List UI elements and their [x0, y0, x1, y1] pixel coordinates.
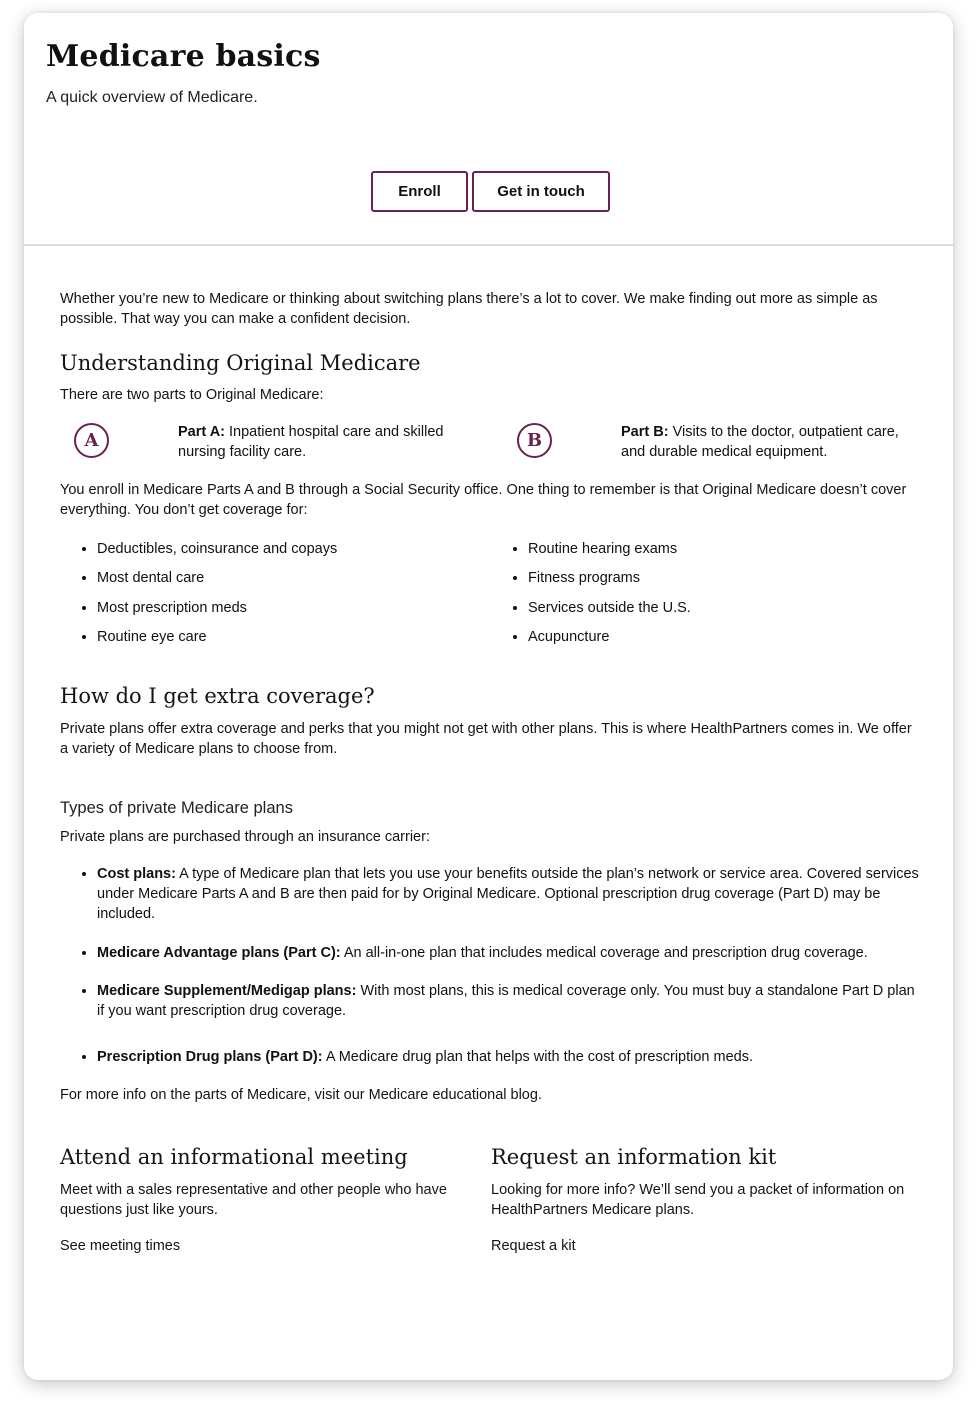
- plan-desc: A Medicare drug plan that helps with the cost of prescription meds.: [322, 1049, 753, 1066]
- page-card: [24, 13, 953, 1380]
- bottom-cards: [60, 1145, 922, 1255]
- private-plans-lead: Private plans are purchased through an insurance carrier:: [60, 829, 430, 846]
- main-content: [60, 289, 922, 1255]
- plan-desc: An all-in-one plan that includes medical coverage and prescription drug coverage.: [340, 945, 868, 962]
- header-actions: [371, 171, 610, 212]
- part-a: [60, 422, 480, 472]
- list-item: [97, 981, 922, 1021]
- part-a-text: [178, 422, 468, 462]
- part-a-name: Part A:: [178, 424, 225, 440]
- meeting-heading: Attend an informational meeting: [60, 1145, 408, 1170]
- original-medicare-lead: There are two parts to Original Medicare:: [60, 387, 324, 403]
- list-item: • Deductibles, coinsurance and copays: [97, 539, 491, 559]
- medicare-parts: [60, 422, 922, 472]
- list-item: • Acupuncture: [528, 627, 922, 647]
- list-item: • Fitness programs: [528, 568, 922, 588]
- list-item: [97, 1047, 922, 1067]
- list-item: • Services outside the U.S.: [528, 598, 922, 618]
- more-info-text: For more info on the parts of Medicare, visit our Medicare educational blog.: [60, 1087, 542, 1104]
- page-subtitle: A quick overview of Medicare.: [46, 89, 258, 106]
- list-item: • Routine hearing exams: [528, 539, 922, 559]
- meeting-section: [60, 1145, 491, 1255]
- not-covered-list-right: [491, 539, 922, 656]
- plan-desc: A type of Medicare plan that lets you use your benefits outside the plan’s network or service area. Covered services under Medicare Parts A and B are then paid for by Original Medicare. Optional prescription drug coverage (Part D) may be included.: [97, 866, 919, 923]
- part-b-badge-icon: B: [517, 423, 552, 458]
- list-item: • Routine eye care: [97, 627, 491, 647]
- get-in-touch-button[interactable]: Get in touch: [472, 171, 610, 212]
- list-item: • Most prescription meds: [97, 598, 491, 618]
- part-b-name: Part B:: [621, 424, 669, 440]
- not-covered-lists: [60, 539, 922, 656]
- kit-text: Looking for more info? We’ll send you a packet of information on HealthPartners Medicare plans.: [491, 1182, 905, 1219]
- page-header: [24, 13, 953, 246]
- kit-section: [491, 1145, 922, 1255]
- enroll-button[interactable]: Enroll: [371, 171, 468, 212]
- request-kit-link[interactable]: Request a kit: [491, 1238, 576, 1255]
- list-item: • Most dental care: [97, 568, 491, 588]
- page-title: Medicare basics: [46, 39, 321, 74]
- plan-name: Prescription Drug plans (Part D):: [97, 1049, 323, 1066]
- extra-coverage-text: Private plans offer extra coverage and perks that you might not get with other plans. This is where HealthPartners comes in. We offer a variety of Medicare plans to choose from.: [60, 721, 912, 758]
- intro-text: Whether you’re new to Medicare or thinking about switching plans there’s a lot to cover. We make finding out more as simple as possible. That way you can make a confident decision.: [60, 291, 878, 327]
- extra-coverage-heading: How do I get extra coverage?: [60, 684, 375, 709]
- meeting-text: Meet with a sales representative and other people who have questions just like yours.: [60, 1182, 447, 1219]
- list-item: [97, 943, 922, 963]
- plan-name: Cost plans:: [97, 866, 176, 883]
- part-b-text: [621, 422, 911, 462]
- plan-name: Medicare Supplement/Medigap plans:: [97, 983, 357, 1000]
- plan-desc: With most plans, this is medical coverage only. You must buy a standalone Part D plan if you want prescription drug coverage.: [97, 983, 915, 1020]
- plan-name: Medicare Advantage plans (Part C):: [97, 945, 341, 962]
- list-item: [97, 864, 922, 924]
- private-plans-list: [60, 864, 922, 1067]
- see-meeting-times-link[interactable]: See meeting times: [60, 1238, 181, 1255]
- part-b: [503, 422, 923, 472]
- part-a-desc: Inpatient hospital care and skilled nursing facility care.: [178, 424, 444, 460]
- original-medicare-heading: Understanding Original Medicare: [60, 351, 421, 375]
- private-plans-heading: Types of private Medicare plans: [60, 799, 293, 818]
- part-b-desc: Visits to the doctor, outpatient care, and durable medical equipment.: [621, 424, 899, 460]
- not-covered-list-left: [60, 539, 491, 656]
- part-a-badge-icon: A: [74, 423, 109, 458]
- enroll-note: You enroll in Medicare Parts A and B through a Social Security office. One thing to remember is that Original Medicare doesn’t cover everything. You don’t get coverage for:: [60, 482, 907, 518]
- kit-heading: Request an information kit: [491, 1145, 777, 1170]
